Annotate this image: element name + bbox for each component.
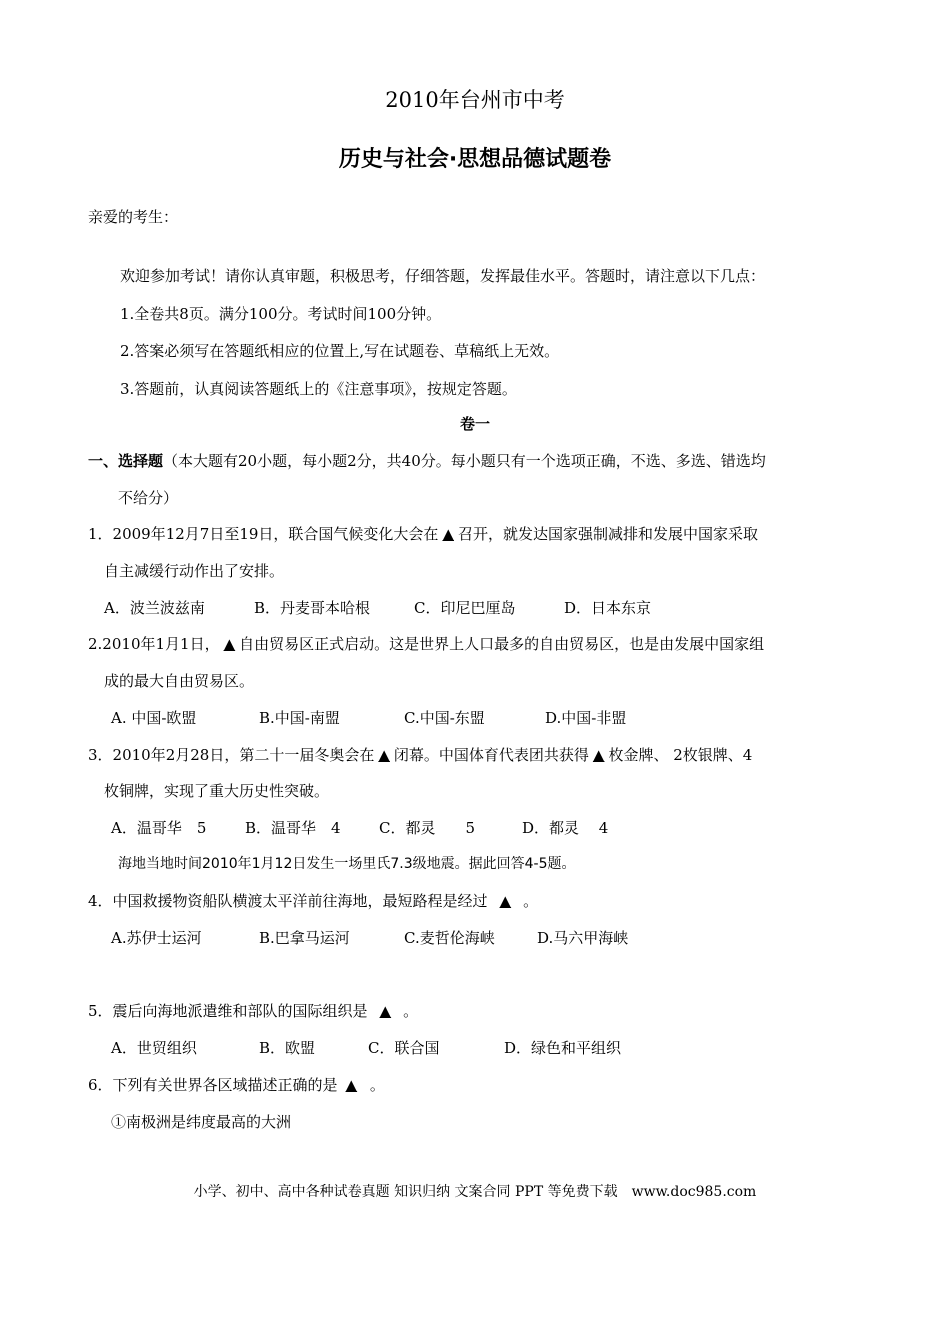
option-a: A．温哥华 5 [111, 819, 207, 837]
answer-blank: ▲ [442, 525, 454, 543]
question-4-options [111, 928, 628, 948]
option-a: A．世贸组织 [111, 1039, 197, 1057]
question-4-text-b: 。 [523, 892, 539, 910]
answer-blank: ▲ [378, 746, 390, 764]
question-2-options [111, 708, 626, 728]
note-2: 2.答案必须写在答题纸相应的位置上,写在试题卷、草稿纸上无效。 [120, 342, 560, 360]
question-6-text-a: 6．下列有关世界各区域描述正确的是 [88, 1076, 338, 1094]
option-d: D.马六甲海峡 [537, 929, 629, 947]
greeting: 亲爱的考生： [88, 208, 179, 226]
question-3-text-b: 闭幕。中国体育代表团共获得 [393, 746, 589, 764]
question-1 [88, 524, 758, 544]
option-b: B.巴拿马运河 [259, 929, 350, 947]
question-1-text-b: 召开，就发达国家强制减排和发展中国家采取 [457, 525, 758, 543]
question-1-cont: 自主减缓行动作出了安排。 [104, 562, 285, 580]
question-5-options [111, 1038, 621, 1058]
part1-heading: 一、选择题 [88, 452, 164, 470]
exam-title: 2010年台州市中考 [385, 88, 565, 112]
page-footer: 小学、初中、高中各种试卷真题 知识归纳 文案合同 PPT 等免费下载 www.doc985.com [193, 1184, 757, 1200]
question-2-text-b: 自由贸易区正式启动。这是世界上人口最多的自由贸易区，也是由发展中国家组 [239, 635, 765, 653]
question-1-options [104, 598, 651, 618]
option-a: A.苏伊士运河 [111, 929, 202, 947]
question-4-text-a: 4．中国救援物资船队横渡太平洋前往海地，最短路程是经过 [88, 892, 488, 910]
section-label: 卷一 [459, 415, 490, 433]
answer-blank: ▲ [379, 1002, 392, 1020]
option-d: D．绿色和平组织 [504, 1039, 622, 1057]
option-b: B．温哥华 4 [245, 819, 341, 837]
question-1-text-a: 1．2009年12月7日至19日，联合国气候变化大会在 [88, 525, 439, 543]
option-c: C．联合国 [368, 1039, 440, 1057]
part1-heading-line [88, 451, 766, 471]
question-3-options [111, 818, 608, 838]
question-5-text-b: 。 [403, 1002, 419, 1020]
question-3-text-a: 3．2010年2月28日，第二十一届冬奥会在 [88, 746, 375, 764]
answer-blank: ▲ [592, 746, 605, 764]
question-3 [88, 745, 752, 765]
option-d: D.中国-非盟 [545, 709, 627, 727]
option-c: C．印尼巴厘岛 [414, 599, 516, 617]
part1-description-cont: 不给分） [118, 489, 179, 507]
part1-description: （本大题有20小题，每小题2分，共40分。每小题只有一个选项正确，不选、多选、错选均 [163, 452, 766, 470]
option-c: C.麦哲伦海峡 [404, 929, 495, 947]
intro-text: 欢迎参加考试！请你认真审题，积极思考，仔细答题，发挥最佳水平。答题时，请注意以下几点： [120, 267, 766, 285]
material-note: 海地当地时间2010年1月12日发生一场里氏7.3级地震。据此回答4-5题。 [118, 856, 576, 872]
question-3-text-c: 枚金牌、 2枚银牌、4 [608, 746, 753, 764]
answer-blank: ▲ [345, 1076, 358, 1094]
option-b: B．欧盟 [259, 1039, 316, 1057]
option-b: B．丹麦哥本哈根 [254, 599, 371, 617]
question-2-cont: 成的最大自由贸易区。 [104, 672, 255, 690]
option-a: A. 中国-欧盟 [111, 709, 197, 727]
option-d: D．日本东京 [564, 599, 652, 617]
note-3: 3.答题前，认真阅读答题纸上的《注意事项》，按规定答题。 [120, 380, 517, 398]
option-c: C.中国-东盟 [404, 709, 485, 727]
question-6-text-b: 。 [365, 1076, 385, 1094]
option-c: C．都灵 5 [379, 819, 476, 837]
option-d: D．都灵 4 [522, 819, 609, 837]
question-5-text-a: 5．震后向海地派遣维和部队的国际组织是 [88, 1002, 368, 1020]
question-6-item-1: ①南极洲是纬度最高的大洲 [111, 1113, 292, 1131]
answer-blank: ▲ [499, 892, 512, 910]
question-2-text-a: 2.2010年1月1日， [88, 635, 220, 653]
question-3-cont: 枚铜牌，实现了重大历史性突破。 [104, 782, 330, 800]
note-1: 1.全卷共8页。满分100分。考试时间100分钟。 [120, 305, 442, 323]
exam-subtitle: 历史与社会·思想品德试题卷 [338, 147, 612, 172]
answer-blank: ▲ [223, 635, 236, 653]
question-2 [88, 634, 764, 654]
question-4 [88, 891, 538, 911]
option-a: A．波兰波兹南 [104, 599, 205, 617]
question-5 [88, 1001, 418, 1021]
option-b: B.中国-南盟 [259, 709, 340, 727]
question-6 [88, 1075, 385, 1095]
